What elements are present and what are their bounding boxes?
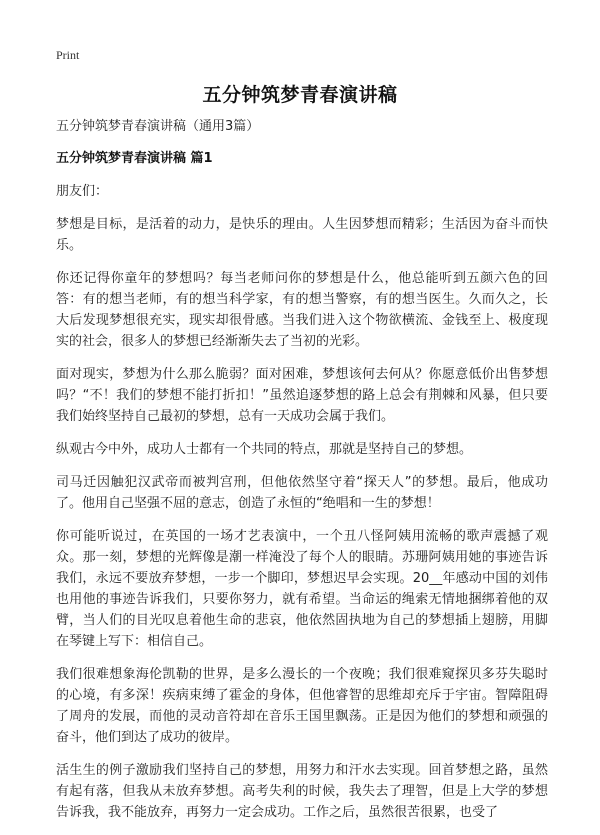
print-link[interactable]: Print <box>56 48 80 62</box>
paragraph-1: 梦想是目标，是活着的动力，是快乐的理由。人生因梦想而精彩；生活因为奋斗而快乐。 <box>56 217 548 253</box>
paragraph-2: 你还记得你童年的梦想吗？每当老师问你的梦想是什么，他总能听到五颜六色的回答：有的想当老师，有的想当科学家，有的想当警察，有的想当医生。久而久之，长大后发现梦想很充实，现实却很骨感。当我们进入这个物欲横流、金钱至上、极度现实的社会，很多人的梦想已经渐渐失去了当初的光彩。 <box>56 271 548 349</box>
paragraph-4: 纵观古今中外，成功人士都有一个共同的特点，那就是坚持自己的梦想。 <box>56 442 473 457</box>
section-heading: 五分钟筑梦青春演讲稿 篇1 <box>56 151 213 166</box>
document-body <box>56 118 548 835</box>
paragraph-8: 活生生的例子激励我们坚持自己的梦想，用努力和汗水去实现。回首梦想之路，虽然有起有落，但我从未放弃梦想。高考失利的时候，我失去了理智，但是上大学的梦想告诉我，我不能放弃，再努力一定会成功。工作之后，虽然很苦很累，也受了 <box>56 763 548 820</box>
greeting: 朋友们： <box>56 184 109 199</box>
document-subtitle: 五分钟筑梦青春演讲稿（通用3篇） <box>56 119 260 134</box>
paragraph-7: 我们很难想象海伦凯勒的世界，是多么漫长的一个夜晚；我们很难窥探贝多芬失聪时的心境，有多深！疾病束缚了霍金的身体，但他睿智的思维却充斥于宇宙。智障阻碍了周舟的发展，而他的灵动音符却在音乐王国里飘荡。正是因为他们的梦想和顽强的奋斗，他们到达了成功的彼岸。 <box>56 667 548 745</box>
paragraph-3: 面对现实，梦想为什么那么脆弱？面对困难，梦想该何去何从？你愿意低价出售梦想吗？“不！我们的梦想不能打折扣！”虽然追逐梦想的路上总会有荆棘和风暴，但只要我们始终坚持自己最初的梦想，总有一天成功会属于我们。 <box>56 367 548 424</box>
page-title: 五分钟筑梦青春演讲稿 <box>202 84 398 106</box>
paragraph-5: 司马迁因触犯汉武帝而被判宫刑，但他依然坚守着“探天人”的梦想。最后，他成功了。他用自己坚强不屈的意志，创造了永恒的“绝唱和一生的梦想！ <box>56 475 548 511</box>
paragraph-6: 你可能听说过，在英国的一场才艺表演中，一个丑八怪阿姨用流畅的歌声震撼了观众。那一刻，梦想的光辉像是潮一样淹没了每个人的眼睛。苏珊阿姨用她的事迹告诉我们，永远不要放弃梦想，一步一个脚印，梦想迟早会实现。20__年感动中国的刘伟也用他的事迹告诉我们，只要你努力，就有希望。当命运的绳索无情地捆绑着他的双臂，当人们的目光叹息着他生命的悲哀，他依然固执地为自己的梦想插上翅膀，用脚在琴键上写下：相信自己。 <box>56 529 548 649</box>
